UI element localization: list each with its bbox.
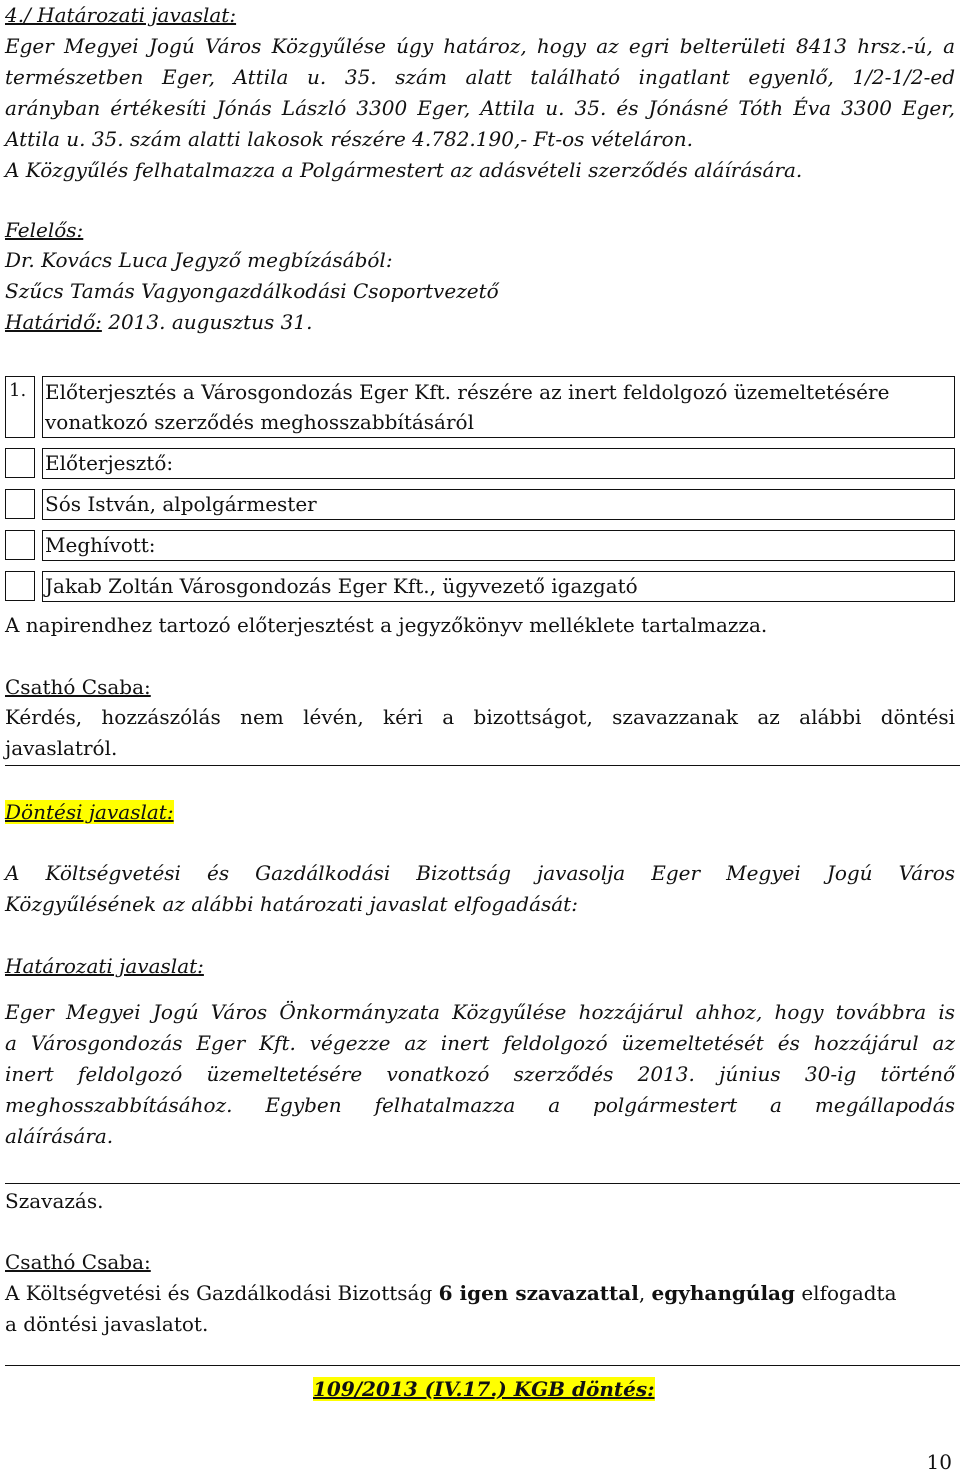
proposal-intro-line: A Költségvetési és Gazdálkodási Bizottság javasolja Eger Megyei Jogú Város — [5, 861, 955, 885]
discussion-text-line: Kérdés, hozzászólás nem lévén, kéri a bizottságot, szavazzanak az alábbi döntési — [5, 705, 955, 729]
vote-label: Szavazás. — [5, 1189, 104, 1213]
proposal-heading — [5, 797, 174, 827]
resolution-label: Határozati javaslat: — [5, 954, 204, 978]
presenter-label: Előterjesztő: — [45, 451, 174, 475]
divider — [5, 1183, 960, 1184]
checkbox — [5, 530, 35, 560]
vote-text: elfogadta — [794, 1281, 897, 1305]
page-number: 10 — [926, 1450, 952, 1474]
agenda-title-line: vonatkozó szerződés meghosszabbításáról — [45, 410, 474, 434]
vote-speaker: Csathó Csaba: — [5, 1250, 151, 1274]
responsible-line: Szűcs Tamás Vagyongazdálkodási Csoportvezető — [5, 279, 499, 303]
invited-label-box — [42, 530, 955, 561]
vote-text: A Költségvetési és Gazdálkodási Bizottság — [5, 1281, 439, 1305]
deadline-value: 2013. augusztus 31. — [101, 310, 313, 334]
resolution-line: a Városgondozás Eger Kft. végezze az inert feldolgozó üzemeltetését és hozzájárul az — [5, 1031, 955, 1055]
presenter-name: Sós István, alpolgármester — [45, 492, 317, 516]
responsible-line: Dr. Kovács Luca Jegyző megbízásából: — [5, 248, 393, 272]
section-heading: 4./ Határozati javaslat: — [5, 3, 237, 27]
resolution-text-line: arányban értékesíti Jónás László 3300 Eger, Attila u. 35. és Jónásné Tóth Éva 3300 Eger, — [5, 96, 955, 120]
invited-label: Meghívott: — [45, 533, 156, 557]
checkbox — [5, 448, 35, 478]
resolution-line: meghosszabbításához. Egyben felhatalmazza a polgármestert a megállapodás — [5, 1093, 955, 1117]
proposal-heading-text: Döntési javaslat: — [5, 800, 174, 824]
deadline-line — [5, 307, 312, 337]
resolution-text-line: A Közgyűlés felhatalmazza a Polgármestert az adásvételi szerződés aláírására. — [5, 158, 803, 182]
resolution-line: Eger Megyei Jogú Város Önkormányzata Közgyűlése hozzájárul ahhoz, hogy továbbra is — [5, 1000, 955, 1024]
divider — [5, 1365, 960, 1366]
discussion-text-line: javaslatról. — [5, 736, 118, 760]
proposal-intro-line: Közgyűlésének az alábbi határozati javaslat elfogadását: — [5, 892, 578, 916]
vote-result-line — [5, 1278, 897, 1308]
vote-text: , — [638, 1281, 652, 1305]
vote-result-line: a döntési javaslatot. — [5, 1312, 209, 1336]
agenda-note: A napirendhez tartozó előterjesztést a jegyzőkönyv melléklete tartalmazza. — [5, 613, 768, 637]
resolution-line: aláírására. — [5, 1124, 114, 1148]
responsible-label: Felelős: — [5, 218, 84, 242]
resolution-text-line: természetben Eger, Attila u. 35. szám alatt található ingatlant egyenlő, 1/2-1/2-ed — [5, 65, 955, 89]
resolution-text-line: Attila u. 35. szám alatti lakosok részére 4.782.190,- Ft-os vételáron. — [5, 127, 693, 151]
resolution-line: inert feldolgozó üzemeltetésére vonatkozó szerződés 2013. június 30-ig történő — [5, 1062, 955, 1086]
resolution-text-line: Eger Megyei Jogú Város Közgyűlése úgy határoz, hogy az egri belterületi 8413 hrsz.-ú, a — [5, 34, 955, 58]
decision-reference — [313, 1374, 655, 1404]
presenter-label-box — [42, 448, 955, 479]
checkbox — [5, 571, 35, 601]
decision-reference-text: 109/2013 (IV.17.) KGB döntés: — [313, 1377, 655, 1401]
invited-name: Jakab Zoltán Városgondozás Eger Kft., ügyvezető igazgató — [45, 574, 638, 598]
agenda-title-line: Előterjesztés a Városgondozás Eger Kft. részére az inert feldolgozó üzemeltetésére — [45, 380, 890, 404]
deadline-label: Határidő: — [5, 310, 102, 334]
divider — [5, 765, 960, 766]
vote-count: 6 igen szavazattal — [438, 1281, 639, 1305]
agenda-number: 1. — [9, 380, 27, 401]
checkbox — [5, 489, 35, 519]
speaker-name: Csathó Csaba: — [5, 675, 151, 699]
vote-unanimous: egyhangúlag — [651, 1281, 795, 1305]
